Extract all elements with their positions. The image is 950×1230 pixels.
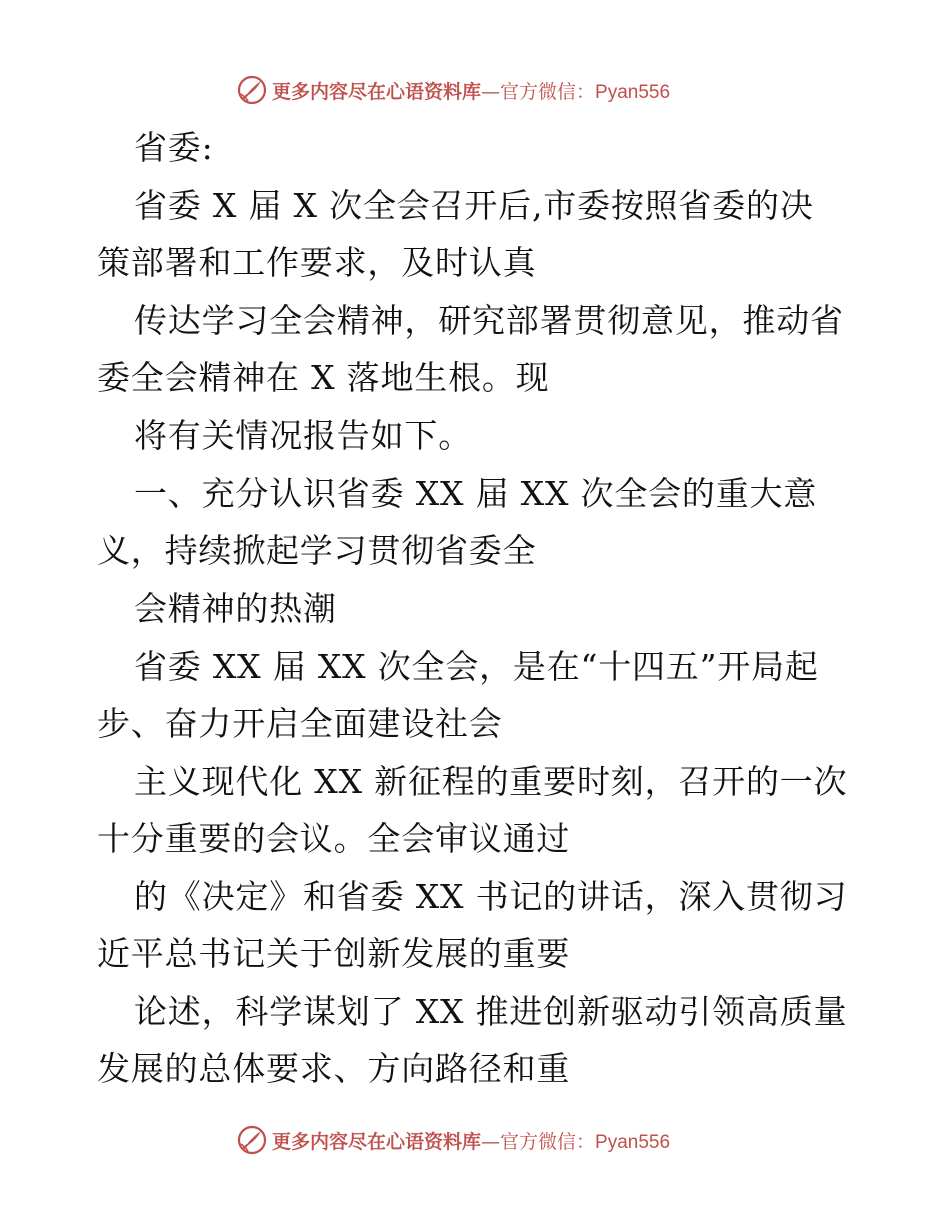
header-banner-text [272, 77, 670, 104]
header-wechat-id: Pyan556 [595, 81, 671, 103]
document-line: 将有关情况报告如下。 [134, 416, 472, 455]
header-banner [236, 72, 716, 108]
footer-wechat-id: Pyan556 [595, 1131, 671, 1153]
document-line: 会精神的热潮 [134, 589, 337, 628]
footer-banner [236, 1122, 716, 1158]
document-line: 的《决定》和省委 XX 书记的讲话，深入贯彻习 [134, 877, 848, 916]
document-line: 发展的总体要求、方向路径和重 [97, 1049, 571, 1088]
document-line: 论述，科学谋划了 XX 推进创新驱动引领高质量 [134, 992, 848, 1031]
document-line: 十分重要的会议。全会审议通过 [97, 819, 571, 858]
footer-separator: — [481, 1130, 501, 1153]
document-line: 义，持续掀起学习贯彻省委全 [97, 531, 537, 570]
document-line: 主义现代化 XX 新征程的重要时刻，召开的一次 [134, 762, 848, 801]
document-line: 传达学习全会精神，研究部署贯彻意见，推动省 [134, 301, 844, 340]
header-site-name: 更多内容尽在心语资料库 [272, 80, 482, 103]
document-line: 省委 XX 届 XX 次全会，是在“十四五”开局起 [134, 647, 819, 686]
document-line: 省委 X 届 X 次全会召开后,市委按照省委的决 [134, 186, 814, 225]
document-line: 委全会精神在 X 落地生根。现 [97, 358, 550, 397]
footer-site-name: 更多内容尽在心语资料库 [272, 1130, 482, 1153]
document-line: 步、奋力开启全面建设社会 [97, 704, 503, 743]
document-line: 省委: [134, 128, 214, 167]
document-line: 一、充分认识省委 XX 届 XX 次全会的重大意 [134, 474, 818, 513]
header-separator: — [481, 80, 501, 103]
document-line: 策部署和工作要求，及时认真 [97, 243, 537, 282]
footer-wechat-label: 官方微信： [500, 1130, 596, 1153]
quill-pen-logo-icon [236, 1124, 268, 1156]
footer-banner-text [272, 1127, 670, 1154]
quill-pen-logo-icon [236, 74, 268, 106]
document-line: 近平总书记关于创新发展的重要 [97, 934, 571, 973]
header-wechat-label: 官方微信： [500, 80, 596, 103]
